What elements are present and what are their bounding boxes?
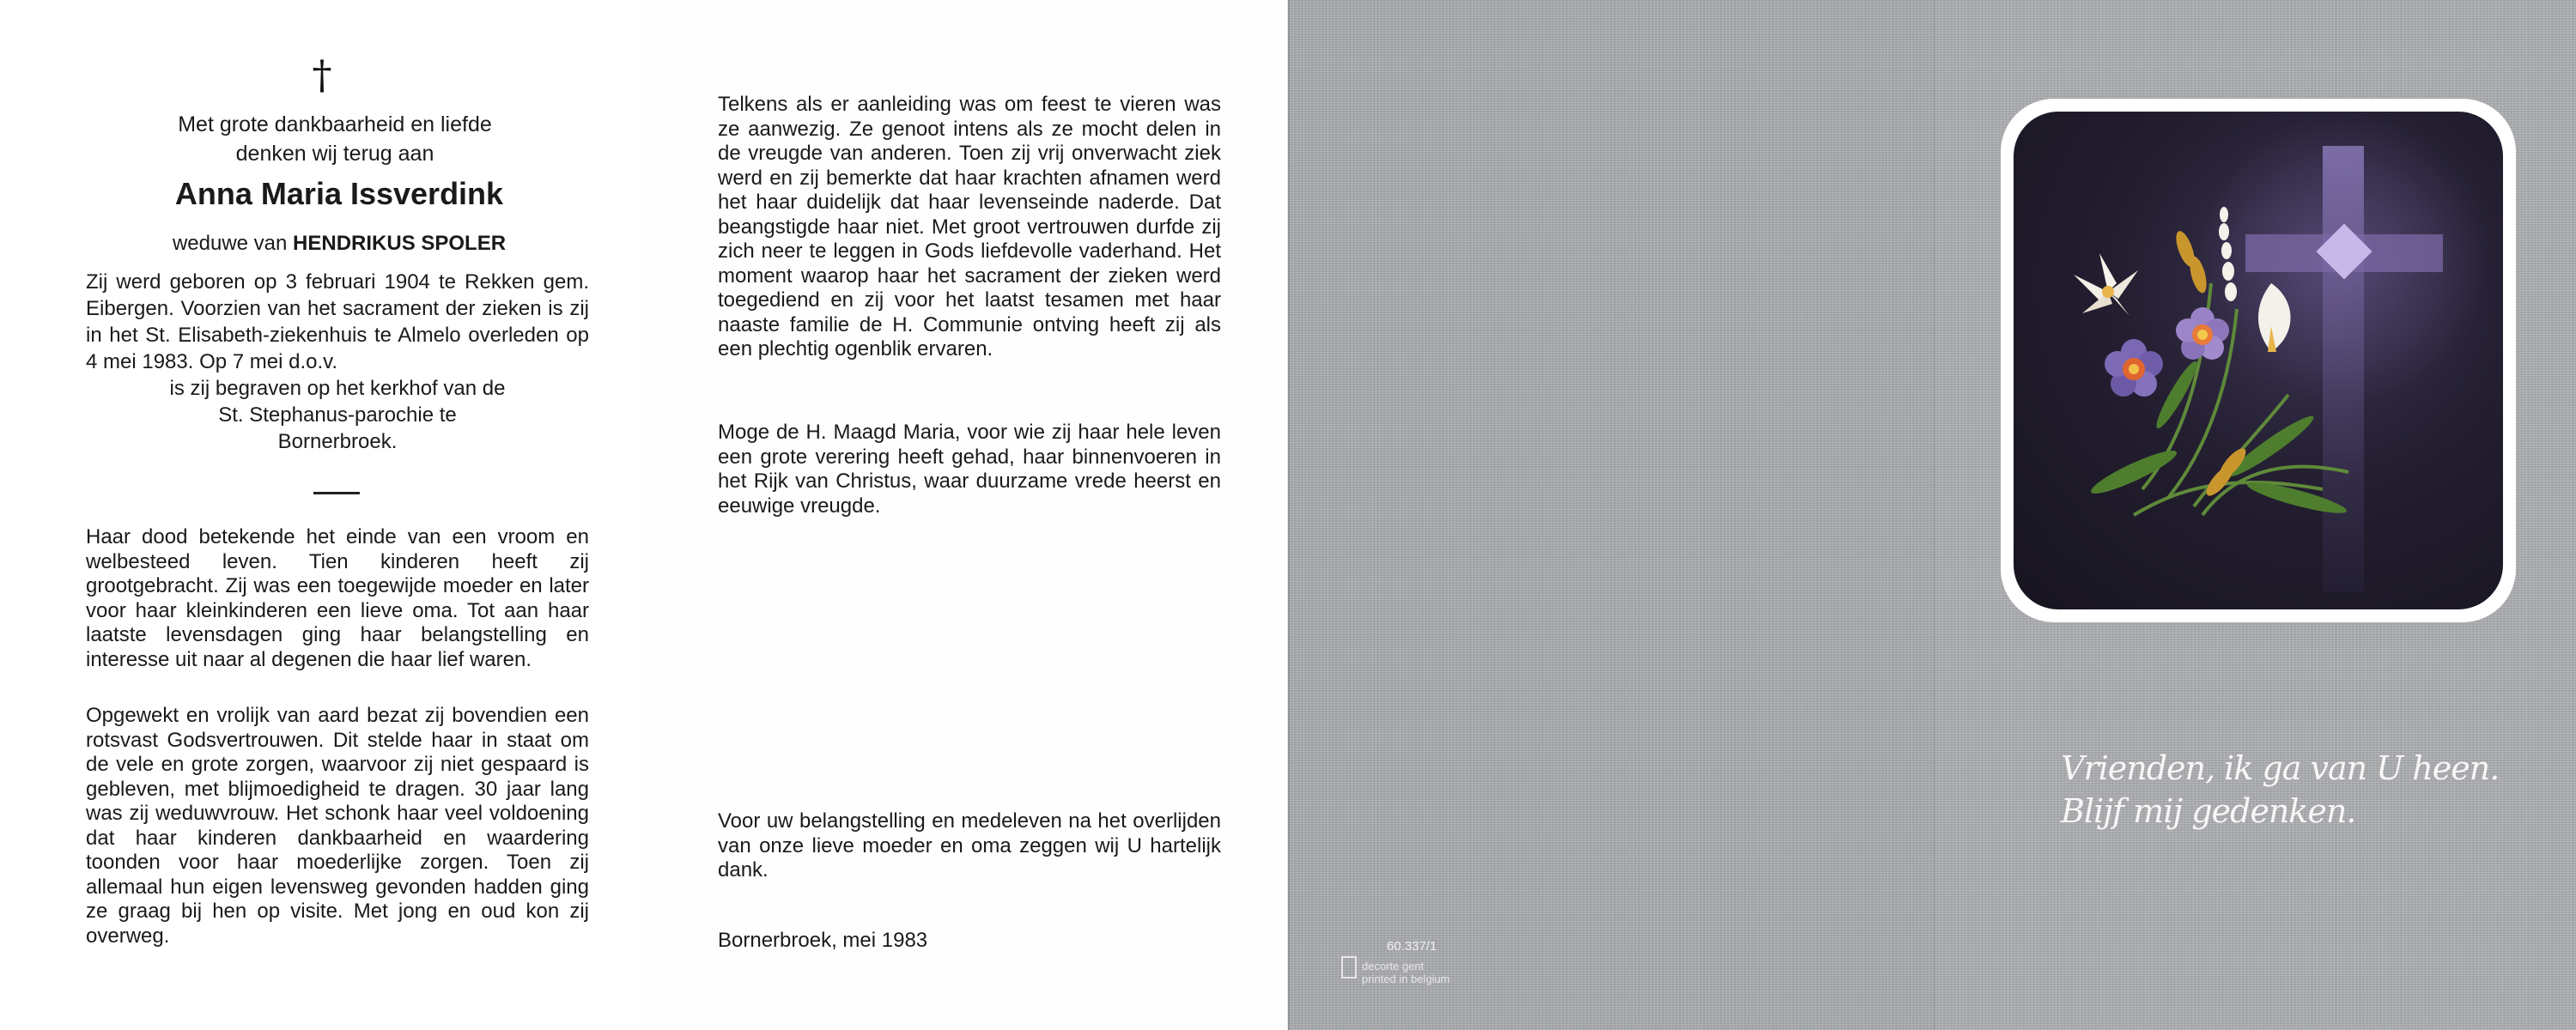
widow-line <box>52 232 627 256</box>
publisher-line-1: decorte gent <box>1362 960 1425 972</box>
widow-prefix: weduwe van <box>172 232 288 255</box>
product-code: 60.337/1 <box>1387 939 1437 954</box>
cross-with-flowers-icon <box>2014 112 2503 609</box>
cross-icon: † <box>312 52 332 98</box>
logo-mark-icon <box>1341 956 1357 978</box>
biography-text: Zij werd geboren op 3 februari 1904 te Rekken gem. Eibergen. Voorzien van het sacrament der zieken is zij in het St. Elisabeth-ziekenhuis te Almelo overleden op 4 mei 1983. Op 7 mei d.o.v. <box>86 270 589 373</box>
paragraph-3: Telkens als er aanleiding was om feest te vieren was ze aanwezig. Ze genoot intens als ze mocht delen in de vreugde van anderen. Toen zij vrij onverwacht ziek werd en zij bemerkte dat haar krachten afnamen werd het haar duidelijk dat haar levenseinde naderde. Dat beangstigde haar niet. Met groot vertrouwen durfde zij zich neer te leggen in Gods liefdevolle vaderhand. Het moment waarop haar het sacrament der zieken werd toegediend en zij voor het laatst tesamen met haar naaste familie de H. Communie ontving heeft zij als een plechtig ogenblik ervaren. <box>718 93 1221 360</box>
verse-text: Vrienden, ik ga van U heen. Blijf mij gedenken. <box>2061 749 2500 830</box>
burial-text: is zij begraven op het kerkhof van de St. Stephanus-parochie te Bornerbroek. <box>169 377 506 453</box>
divider <box>313 492 360 494</box>
cover-back <box>1290 0 1934 1030</box>
fold-line <box>1288 0 1290 1030</box>
deceased-name: Anna Maria Issverdink <box>174 176 504 211</box>
place-date: Bornerbroek, mei 1983 <box>718 929 928 952</box>
paragraph-4: Moge de H. Maagd Maria, voor wie zij haar hele leven een grote verering heeft gehad, haar binnenvoeren in het Rijk van Christus, waar duurzame vrede heerst en eeuwige vreugde. <box>718 421 1221 518</box>
widow-name: HENDRIKUS SPOLER <box>293 232 507 255</box>
paragraph-1: Haar dood betekende het einde van een vroom en welbesteed leven. Tien kinderen heeft zij grootgebracht. Zij was een toegewijde moeder en later voor haar kleinkinderen een lieve oma. Tot aan haar laatste levensdagen ging haar belangstelling en interesse uit naar al degenen die haar lief waren. <box>86 525 589 671</box>
publisher-line-2: printed in belgium <box>1362 972 1450 985</box>
thanks-text: Voor uw belangstelling en medeleven na het overlijden van onze lieve moeder en oma zeggen wij U hartelijk dank. <box>718 809 1221 882</box>
intro-text: Met grote dankbaarheid en liefde denken wij terug aan <box>178 112 492 166</box>
paragraph-2: Opgewekt en vrolijk van aard bezat zij bovendien een rotsvast Godsvertrouwen. Dit stelde haar in staat om de vele en grote zorgen, waarvoor zij niet gespaard is gebleven, met blijmoedigheid te dragen. 30 jaar lang was zij weduwvrouw. Het schonk haar veel voldoening dat haar kinderen dankbaarheid en waardering toonden voor haar moederlijke zorgen. Toen zij allemaal hun eigen levensweg gevonden hadden ging ze graag bij hen op visite. Met jong en oud kon zij overweg. <box>86 704 589 948</box>
